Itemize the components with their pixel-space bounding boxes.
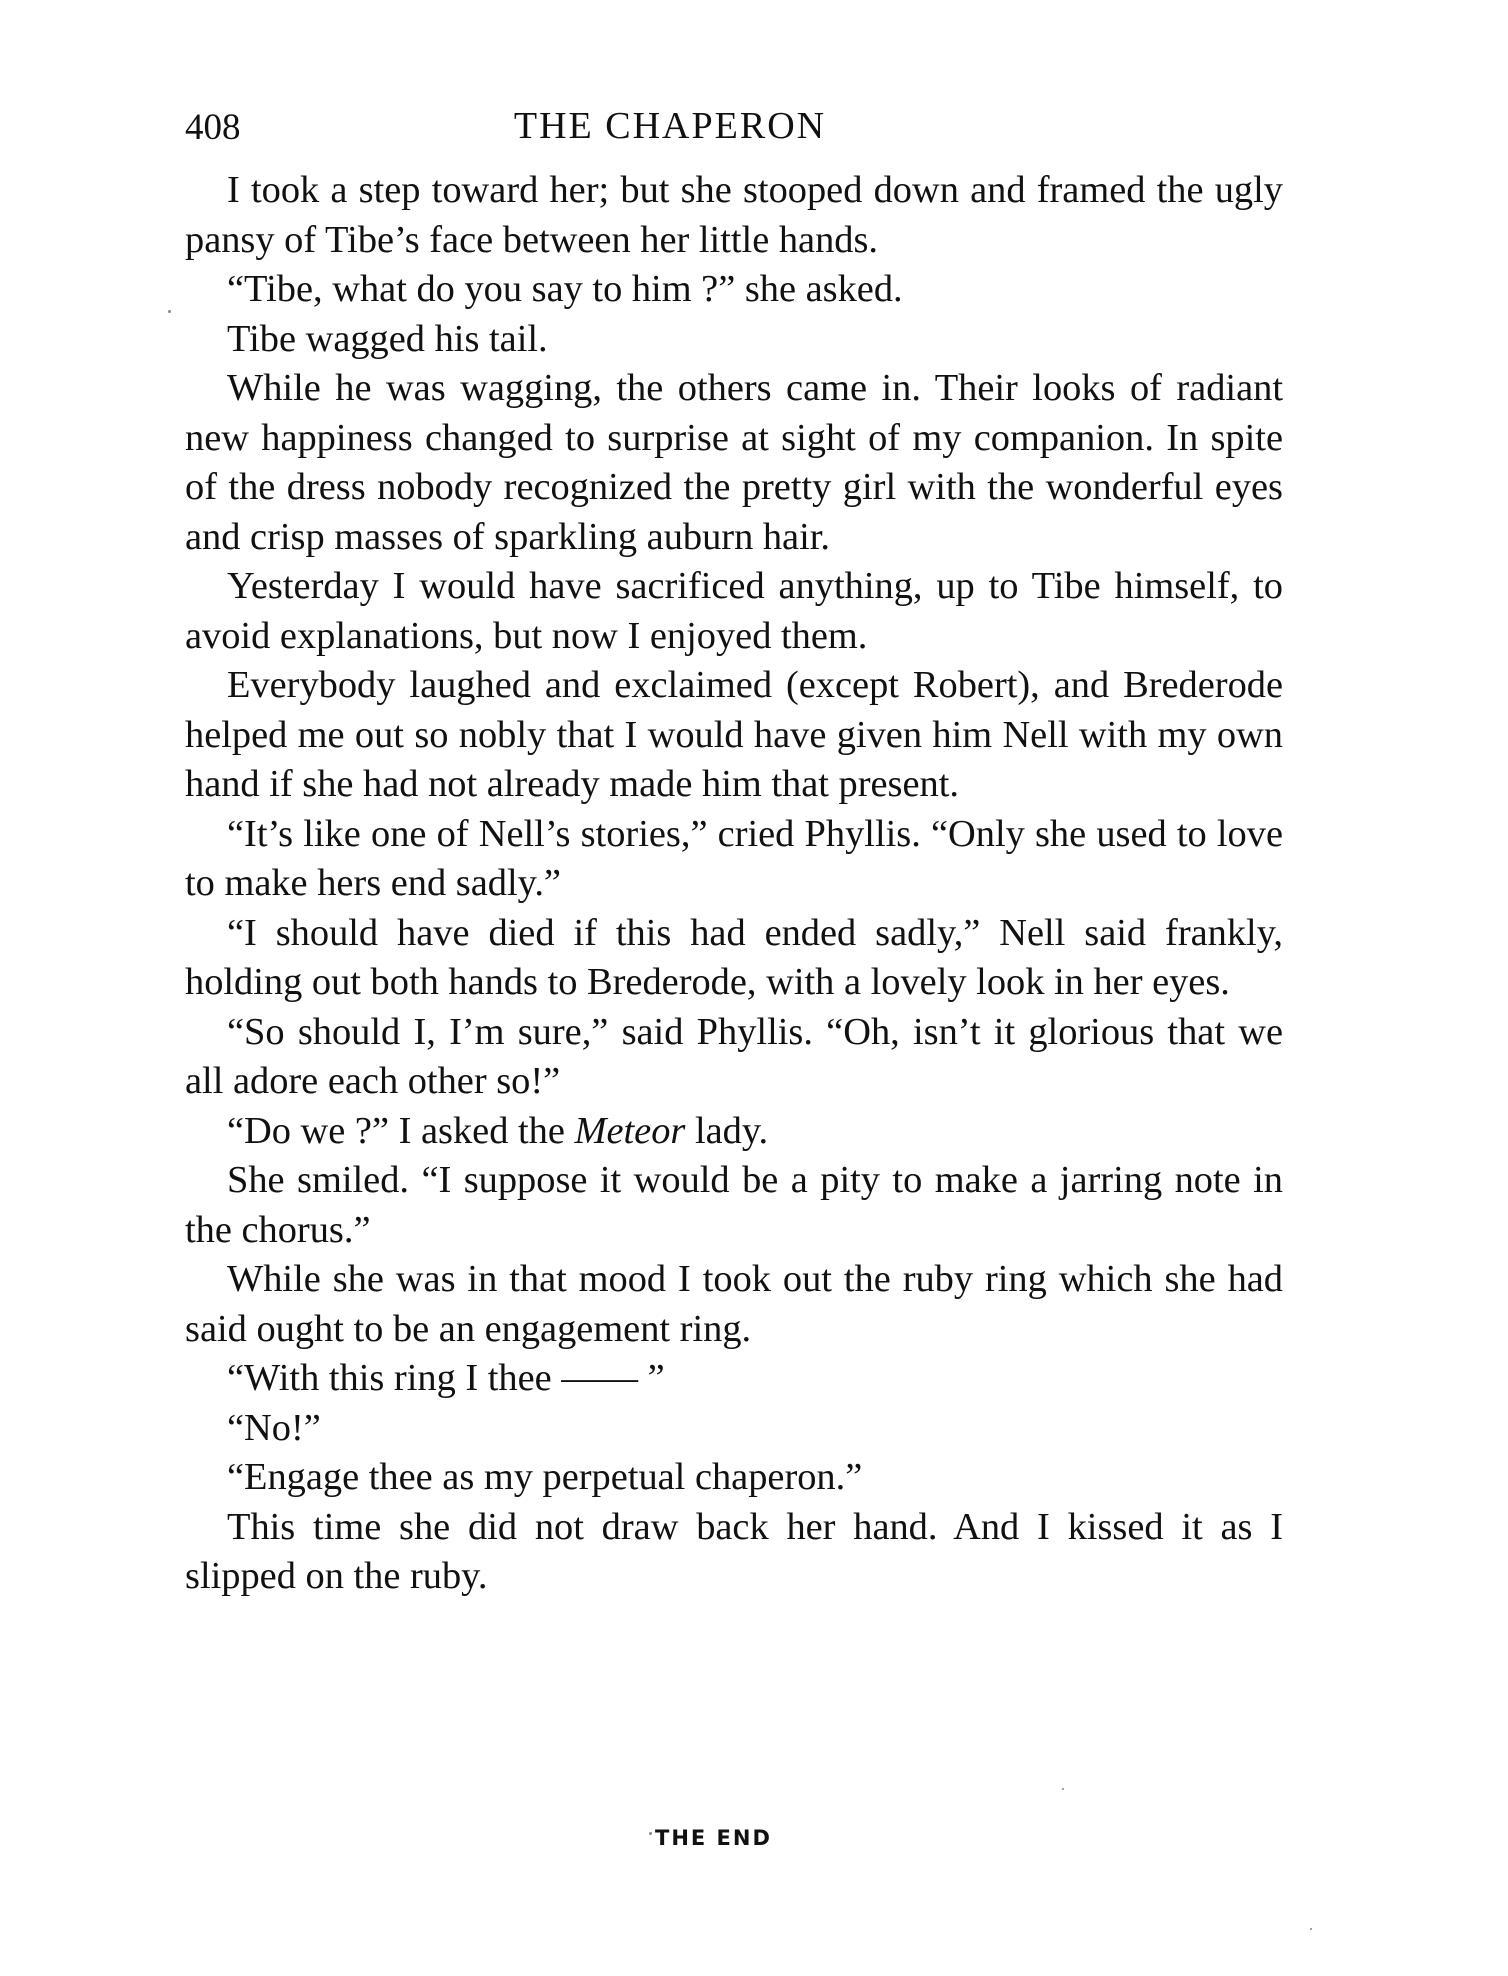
paragraph: “Tibe, what do you say to him ?” she asked. <box>227 268 903 310</box>
paragraph: Tibe wagged his tail. <box>227 317 548 360</box>
italic-title: Meteor <box>574 1109 686 1152</box>
running-title: THE CHAPERON <box>513 105 827 147</box>
paragraph-text-end: lady. <box>685 1109 769 1152</box>
paragraph: “Engage thee as my perpetual chaperon.” <box>227 1456 863 1498</box>
paragraph: While she was in that mood I took out the ruby ring which she had said ought to be an engagement ring. <box>185 1258 1283 1350</box>
paragraph: I took a step toward her; but she stooped down and framed the ugly pansy of Tibe’s face between her little hands. <box>185 169 1283 261</box>
paragraph: Everybody laughed and exclaimed (except Robert), and Brederode helped me out so nobly that I would have given him Nell with my own hand if she had not already made him that present. <box>185 664 1283 805</box>
paragraph-text-start: “Do we ?” I asked the <box>227 1109 575 1152</box>
the-end-marker: THE END <box>655 1826 772 1850</box>
paragraph: While he was wagging, the others came in. Their looks of radiant new happiness changed to surprise at sight of my companion. In spite of the dress nobody recognized the pretty girl with the wonderful eyes and crisp masses of sparkling auburn hair. <box>185 367 1283 558</box>
paragraph: This time she did not draw back her hand. And I kissed it as I slipped on the ruby. <box>185 1505 1283 1597</box>
scan-speck <box>168 310 171 313</box>
paragraph: “With this ring I thee —— ” <box>227 1357 665 1399</box>
body-text <box>185 166 1283 1602</box>
paragraph: “I should have died if this had ended sadly,” Nell said frankly, holding out both hands to Brederode, with a lovely look in her eyes. <box>185 911 1283 1003</box>
paragraph: She smiled. “I suppose it would be a pity to make a jarring note in the chorus.” <box>185 1159 1283 1251</box>
scan-speck <box>649 1832 652 1835</box>
paragraph: “No!” <box>227 1406 321 1449</box>
paragraph: “It’s like one of Nell’s stories,” cried Phyllis. “Only she used to love to make hers end sadly.” <box>185 812 1283 904</box>
paragraph: Yesterday I would have sacrificed anything, up to Tibe himself, to avoid explanations, but now I enjoyed them. <box>185 565 1283 657</box>
scan-speck <box>1310 1928 1312 1930</box>
page-number: 408 <box>185 107 241 148</box>
page-header <box>185 100 1285 160</box>
paragraph: “So should I, I’m sure,” said Phyllis. “Oh, isn’t it glorious that we all adore each other so!” <box>185 1010 1283 1102</box>
scan-speck <box>1062 1788 1064 1790</box>
paragraph <box>185 1107 1283 1157</box>
